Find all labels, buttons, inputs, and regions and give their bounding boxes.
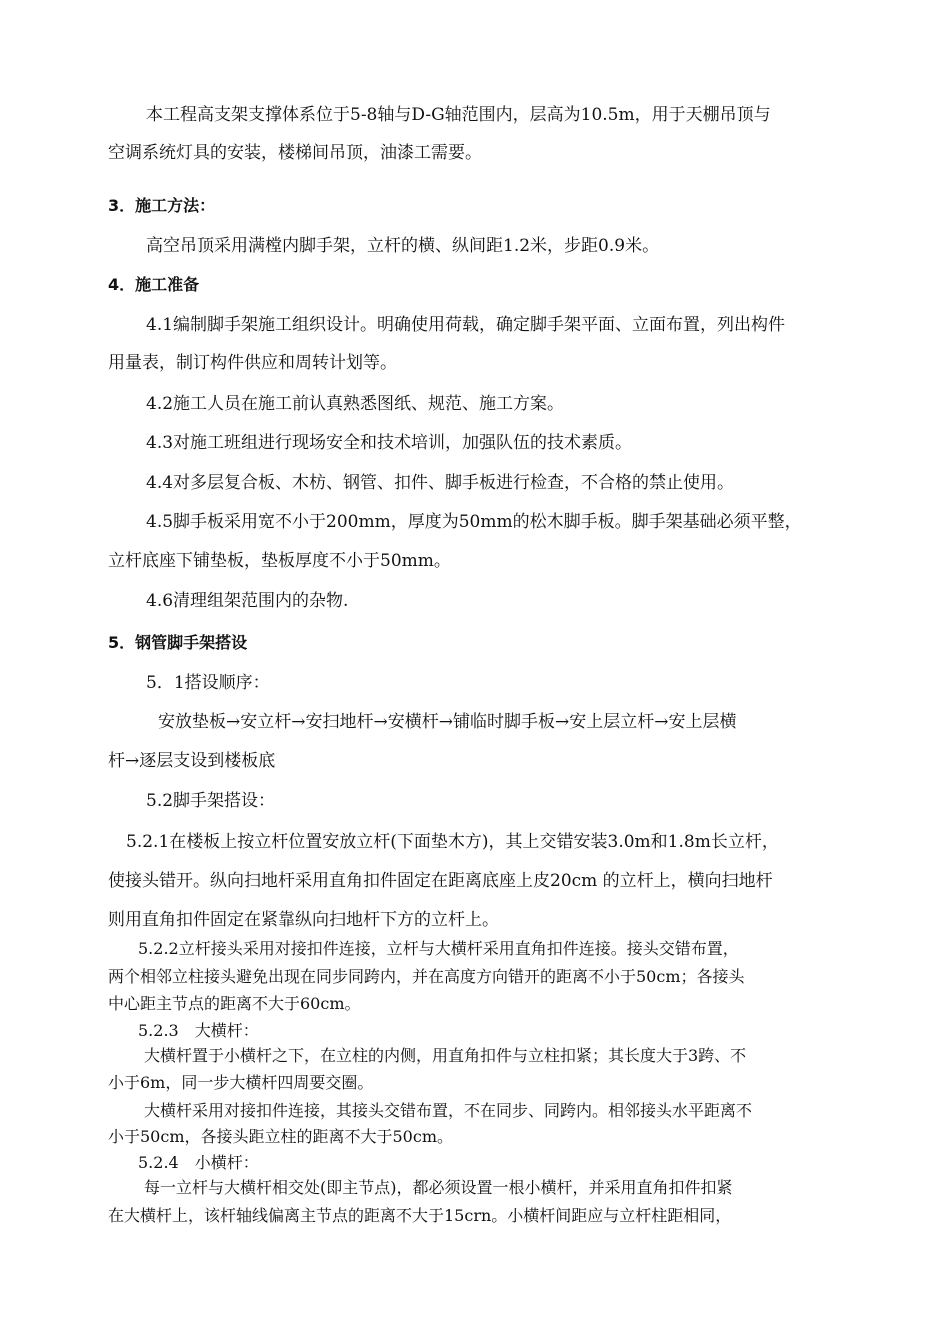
para-4-6: 4.6清理组架范围内的杂物. — [146, 591, 349, 611]
para-5-2-4-line-2: 在大横杆上，该杆轴线偏离主节点的距离不大于15crn。小横杆间距应与立杆柱距相同， — [108, 1206, 732, 1225]
para-5-2-3a-line-1: 大横杆置于小横杆之下，在立柱的内侧，用直角扣件与立柱扣紧；其长度大于3跨、不 — [144, 1046, 747, 1065]
para-4-5-line-1: 4.5脚手板采用宽不小于200mm，厚度为50mm的松木脚手板。脚手架基础必须平整， — [146, 512, 802, 532]
para-5-2-3b-line-1: 大横杆采用对接扣件连接，其接头交错布置，不在同步、同跨内。相邻接头水平距离不 — [144, 1101, 753, 1120]
para-5-2-4-line-1: 每一立杆与大横杆相交处(即主节点)，都必须设置一根小横杆，并采用直角扣件扣紧 — [144, 1178, 733, 1197]
para-5-2-3-title: 5.2.3 大横杆： — [138, 1021, 259, 1040]
para-5-2-2-line-1: 5.2.2立杆接头采用对接扣件连接，立杆与大横杆采用直角扣件连接。接头交错布置， — [138, 939, 739, 958]
para-5-2-1-line-1: 5.2.1在楼板上按立杆位置安放立杆(下面垫木方)，其上交错安装3.0m和1.8m长立杆， — [126, 832, 779, 852]
section-5-heading: 5．钢管脚手架搭设 — [108, 633, 248, 652]
para-5-2-1-line-3: 则用直角扣件固定在紧靠纵向扫地杆下方的立杆上。 — [108, 910, 499, 930]
para-5-2-3b-line-2: 小于50cm，各接头距立柱的距离不大于50cm。 — [108, 1127, 453, 1146]
para-5-2-2-line-3: 中心距主节点的距离不大于60cm。 — [108, 994, 361, 1013]
para-4-5-line-2: 立杆底座下铺垫板，垫板厚度不小于50mm。 — [108, 551, 451, 571]
para-5-2-4-title: 5.2.4 小横杆： — [138, 1153, 259, 1172]
section-3-heading: 3．施工方法： — [108, 196, 216, 215]
para-5-2-title: 5.2脚手架搭设： — [146, 791, 276, 811]
para-4-3: 4.3对施工班组进行现场安全和技术培训，加强队伍的技术素质。 — [146, 433, 633, 453]
para-5-1-line-1: 安放垫板→安立杆→安扫地杆→安横杆→铺临时脚手板→安上层立杆→安上层横 — [158, 712, 737, 732]
para-5-2-1-line-2: 使接头错开。纵向扫地杆采用直角扣件固定在距离底座上皮20cm 的立杆上，横向扫地杆 — [108, 871, 773, 891]
para-5-1-title: 5．1搭设顺序： — [146, 673, 270, 693]
section-4-heading: 4．施工准备 — [108, 275, 200, 294]
section-3-line-1: 高空吊顶采用满樘内脚手架，立杆的横、纵间距1.2米，步距0.9米。 — [146, 236, 660, 256]
para-4-1-line-1: 4.1编制脚手架施工组织设计。明确使用荷载，确定脚手架平面、立面布置，列出构件 — [146, 315, 786, 335]
para-4-4: 4.4对多层复合板、木枋、钢管、扣件、脚手板进行检查，不合格的禁止使用。 — [146, 473, 735, 493]
para-5-2-3a-line-2: 小于6m，同一步大横杆四周要交圈。 — [108, 1073, 374, 1092]
para-4-1-line-2: 用量表，制订构件供应和周转计划等。 — [108, 353, 397, 373]
intro-line-1: 本工程高支架支撑体系位于5-8轴与D-G轴范围内，层高为10.5m，用于天棚吊顶与 — [146, 105, 771, 125]
para-5-1-line-2: 杆→逐层支设到楼板底 — [108, 751, 276, 771]
para-5-2-2-line-2: 两个相邻立柱接头避免出现在同步同跨内，并在高度方向错开的距离不小于50cm；各接头 — [108, 967, 745, 986]
intro-line-2: 空调系统灯具的安装，楼梯间吊顶，油漆工需要。 — [108, 143, 482, 163]
para-4-2: 4.2施工人员在施工前认真熟悉图纸、规范、施工方案。 — [146, 394, 565, 414]
